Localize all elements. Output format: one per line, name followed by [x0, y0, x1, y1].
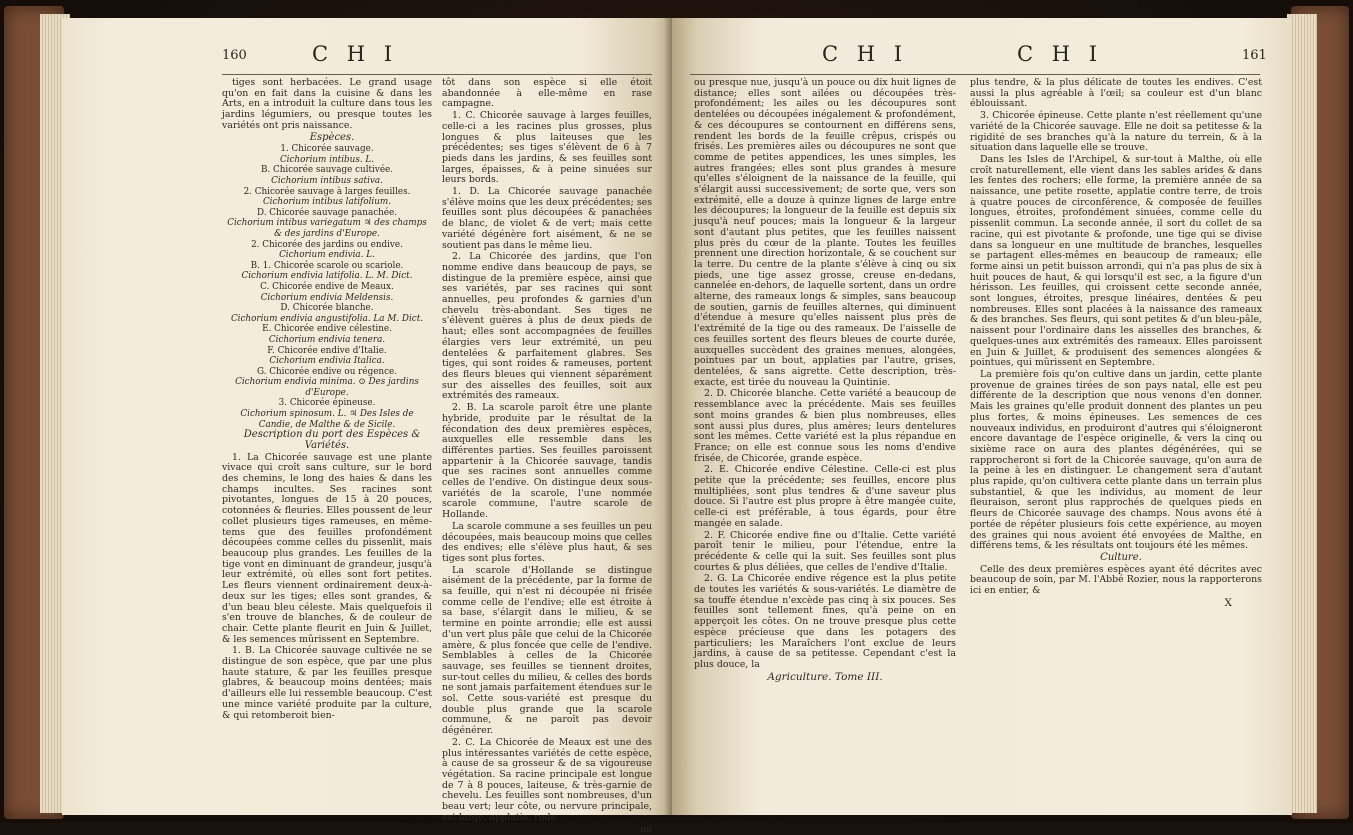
paragraph: 2. G. La Chicorée endive régence est la plus petite de toutes les variétés & sous-variétés. Le diamètre de sa touffe étendue n'excède pas cinq à six pouces. Ses feuilles sont tellement fines, qu'à peine on en apperçoit les côtes. On ne trouve presque plus cette espèce précieuse que dans les potagers des particuliers; les Maraîchers l'ont exclue de leurs jardins, à cause de sa petitesse. Cependant c'est la plus douce, la — [694, 573, 956, 670]
species-list — [222, 144, 432, 430]
page-number: 160 — [222, 48, 247, 63]
list-item: 1. Chicorée sauvage. — [280, 144, 374, 155]
head-rule — [222, 74, 652, 75]
left-column-2 — [442, 78, 652, 835]
list-item: Cichorium intibus variegatum ♃ des champs & des jardins d'Europe. — [227, 218, 427, 239]
list-item: B. Chicorée sauvage cultivée. — [260, 165, 394, 176]
list-item: Cichorium endivia tenera. — [268, 334, 386, 345]
paragraph: tôt dans son espèce si elle étoit abandonnée à elle-même en rase campagne. — [442, 77, 652, 110]
list-item: Cichorium intibus sativa. — [271, 176, 383, 186]
signature-mark: X — [1224, 596, 1232, 609]
paragraph: tiges sont herbacées. Le grand usage qu'on en fait dans la cuisine & dans les Arts, en a introduit la culture dans tous les jardins légumiers, ou presque toutes les variétés ont pris naissance. — [222, 77, 432, 131]
paragraph: La scarole d'Hollande se distingue aisément de la précédente, par la forme de sa feuille, qui n'est ni découpée ni frisée comme celle de l'endive; elle est étroite à sa base, s'élargit dans le milieu, & se termine en pointe arrondie; elle est aussi d'un vert plus pâle que celui de la Chicorée amère, & plus foncée que celle de l'endive. Semblables à celles de la Chicorée sauvage, ses feuilles se tiennent droites, sur-tout celles du milieu, & celles des bords ne sont jamais parfaitement étendues sur le sol. Cette sous-variété est presque du double plus grande que la scarole commune, & ne paroît pas devoir dégénérer. — [442, 564, 652, 737]
volume-footer: Agriculture. Tome III. — [767, 670, 883, 683]
paragraph: 2. B. La scarole paroît être une plante hybride, produite par le résultat de la fécondation des deux premières espèces, auxquelles elle ressemble dans les différentes parties. Ses feuilles paroissent appartenir à la Chicorée sauvage, tandis que ses racines sont annuelles comme celles de l'endive. On distingue deux sous-variétés de la scarole, l'une nommée scarole commune, l'autre scarole de Hollande. — [442, 402, 652, 521]
running-head: C H I — [1017, 42, 1104, 66]
list-item: Cichorium endivia Italica. — [269, 356, 385, 367]
paragraph: 3. Chicorée épineuse. Cette plante n'est réellement qu'une variété de la Chicorée sauvage. Elle ne doit sa petitesse & la rigidité de ses branches qu'à la nature du terrein, & à la situation dans laquelle elle se trouve. — [970, 110, 1262, 154]
list-item: Cichorium endivia angustifolia. La M. Dict. — [230, 313, 424, 324]
section-heading: Espèces. — [309, 131, 355, 143]
list-item: C. Chicorée endive de Meaux. — [260, 281, 394, 292]
list-item: Cichorium intibus. L. — [279, 154, 375, 165]
paragraph: La première fois qu'on cultive dans un jardin, cette plante provenue de graines tirées de son pays natal, elle est peu différente de la description que nous venons d'en donner. Mais les graines qu'elle produit donnent des plantes un peu plus fortes, & moins épineuses. Les semences de ces nouveaux individus, en produiront d'autres qui s'éloigneront encore davantage de l'espèce originelle, & vers la cinq ou sixième race on aura des plantes dégénérées, qui se rapprocheront si fort de la Chicorée sauvage, qu'on aura de la peine à les en distinguer. Le changement sera d'autant plus rapide, qu'on cultivera cette plante dans un terrain plus substantiel, & que les individus, au moment de leur fleuraison, seront plus rapprochés de quelques pieds en fleurs de Chicorée sauvage des champs. Nous avons été à portée de répéter plusieurs fois cette expérience, au moyen des graines qui nous avoient été envoyées de Malthe, en différens tems, & les résultats ont toujours été les mêmes. — [970, 368, 1262, 552]
list-item: 2. Chicorée des jardins ou endive. — [251, 239, 403, 250]
right-column-1 — [694, 78, 956, 682]
section-heading: Culture. — [1100, 551, 1142, 563]
list-item: Cichorium endivia Meldensis. — [260, 292, 394, 303]
list-item: Cichorium intibus latifolium. — [262, 197, 392, 208]
list-item: E. Chicorée endive célestine. — [262, 324, 392, 335]
paragraph: 2. D. Chicorée blanche. Cette variété a beaucoup de ressemblance avec la précédente. Mais ses feuilles sont moins grandes & bien plus nombreuses, elles sont aussi plus dures, plus amères; leurs dentelures sont les mêmes. Cette variété est la plus répandue en France; on elle est connue sous les noms d'endive frisée, de Chicorée, grande espèce. — [694, 388, 956, 464]
list-item: G. Chicorée endive ou régence. — [256, 366, 398, 377]
list-item: Cichorium spinosum. L. ♃ Des Isles de Candie, de Malthe & de Sicile. — [240, 409, 414, 430]
right-page — [672, 18, 1292, 815]
running-head: C H I — [312, 42, 399, 66]
list-item: D. Chicorée blanche. — [280, 303, 374, 314]
list-item: 2. Chicorée sauvage à larges feuilles. — [243, 186, 411, 197]
paragraph: Dans les Isles de l'Archipel, & sur-tout à Malthe, où elle croît naturellement, elle vient dans les sables arides & dans les fentes des rochers; elle forme, la première année de sa naissance, une petite rosette, applatie contre terre, de trois à quatre pouces de circonférence, & composée de feuilles longues, étroites, profondément sinuées, comme celle du pissenlit commun. La seconde année, il sort du collet de sa racine, qui est pivotante & profonde, une tige qui se divise dans sa longueur en une multitude de branches, lesquelles se partagent elles-mêmes en beaucoup de rameaux; elle forme ainsi un petit buisson arrondi, qui n'a pas plus de six à huit pouces de haut, & qui lorsqu'il est sec, a la figure d'un hérisson. Les feuilles, qui croissent cette seconde année, sont longues, étroites, presque linéaires, dentées & peu nombreuses. Elles sont placées à la naissance des rameaux & des branches. Ses fleurs, qui sont petites & d'un bleu-pâle, naissent pour l'ordinaire dans les aisselles des branches, & quelques-unes aux extrémités des rameaux. Elles paroissent en Juin & Juillet, & produisent des semences alongées & pointues, qui mûrissent en Septembre. — [970, 153, 1262, 369]
running-head: C H I — [822, 42, 909, 66]
head-rule — [690, 74, 1260, 75]
section-heading: Description du port des Espèces & Variétés. — [243, 429, 421, 451]
list-item: F. Chicorée endive d'Italie. — [267, 345, 387, 356]
left-page — [62, 18, 672, 835]
paragraph: 2. La Chicorée des jardins, que l'on nomme endive dans beaucoup de pays, se distingue de la première espèce, ainsi que ses variétés, par ses racines qui sont annuelles, peu profondes & garnies d'un chevelu très-abondant. Ses tiges ne s'élèvent guères à plus de deux pieds de haut; elles sont accompagnées de feuilles élargies vers leur extrémité, un peu dentelées & parfaitement glabres. Ses tiges, qui sont roides & rameuses, portent des fleurs bleues qui viennent séparément sur des aisselles des feuilles, soit aux extrémités des rameaux. — [442, 251, 652, 402]
list-item: 3. Chicorée épineuse. — [278, 398, 376, 409]
paragraph: ou presque nue, jusqu'à un pouce ou dix huit lignes de distance; elles sont ailées ou découpées très-profondément; les ailes ou les découpures sont dentelées ou découpées inégalement & profondément, & ces découpures se contournent en différens sens, rendent les bords de la feuille crêpus, crispés ou frisés. Les premières ailes ou découpures ne sont que comme de petites appendices, les unes simples, les autres frangées; elles sont plus grandes à mesure qu'elles s'éloignent de la naissance de la feuille, qui s'élargit aussi successivement; de sorte que, vers son extrémité, elle a douze à quinze lignes de large entre les découpures; la longueur de la feuille est depuis six jusqu'à neuf pouces; mais la longueur & la largeur sont d'autant plus petites, que les feuilles naissent plus près du cœur de la plante. Toutes les feuilles prennent une direction horizontale, & se couchent sur la terre. Du centre de la plante s'élève à cinq ou six pieds, une tige assez grosse, creuse en-dedans, cannelée en-dehors, de laquelle sortent, dans un ordre alterne, des rameaux longs & simples, sans beaucoup de soutien, garnis de feuilles alternes, qui diminuent d'étendue à mesure qu'elles naissent plus près de l'extrémité de la tige ou des rameaux. De l'aisselle de ces feuilles sortent des fleurs bleues de courte durée, auxquelles succèdent des graines menues, alongées, pointues par un bout, applaties par l'autre, grises, dentelées, & sans aigrette. Cette description, très-exacte, est tirée du nouveau la Quintinie. — [694, 77, 956, 388]
paragraph: plus tendre, & la plus délicate de toutes les endives. C'est aussi la plus agréable à l'œil; sa couleur est d'un blanc éblouissant. — [970, 77, 1262, 110]
right-column-2 — [970, 78, 1262, 608]
list-item: D. Chicorée sauvage panachée. — [256, 207, 398, 218]
paragraph: 1. D. La Chicorée sauvage panachée s'élève moins que les deux précédentes; ses feuilles sont plus découpées & panachées de blanc, de violet & de vert; mais cette variété dégénère fort aisément, & ne se soutient pas dans le même lieu. — [442, 186, 652, 251]
list-item: Cichorium endivia latifolia. L. M. Dict. — [241, 271, 413, 282]
paragraph: La scarole commune a ses feuilles un peu découpées, mais beaucoup moins que celles des endives; elle s'élève plus haut, & ses tiges sont plus fortes. — [442, 520, 652, 564]
catchword: ou — [640, 823, 652, 835]
paragraph: 2. F. Chicorée endive fine ou d'Italie. Cette variété paroît tenir le milieu, pour l'étendue, entre la précédente & celle qui la suit. Ses feuilles sont plus courtes & plus déliées, que celles de l'endive d'Italie. — [694, 529, 956, 573]
paragraph: Celle des deux premières espèces ayant été décrites avec beaucoup de soin, par M. l'Abbé Rozier, nous la rapporterons ici en entier, & — [970, 563, 1262, 597]
list-item: B. 1. Chicorée scarole ou scariole. — [250, 260, 404, 271]
paragraph: 1. C. Chicorée sauvage à larges feuilles, celle-ci a les racines plus grosses, plus longues & plus laiteuses que les précédentes; ses tiges s'élèvent de 6 à 7 pieds dans les jardins, & ses feuilles sont larges, épaisses, & à peine sinuées sur leurs bords. — [442, 110, 652, 186]
paragraph: 1. La Chicorée sauvage est une plante vivace qui croît sans culture, sur le bord des chemins, le long des haies & dans les champs incultes. Ses racines sont pivotantes, longues de 15 à 20 pouces, cotonnées & fleuries. Elles poussent de leur collet plusieurs tiges rameuses, en même-tems que des feuilles profondément découpées comme celles du pissenlit, mais beaucoup plus grandes. Les feuilles de la tige vont en diminuant de grandeur, jusqu'à leur extrémité, où elles sont fort petites. Les fleurs viennent ordinairement deux-à-deux sur les tiges; elles sont grandes, & d'un beau bleu céleste. Mais quelquefois il s'en trouve de blanches, & de couleur de chair. Cette plante fleurit en Juin & Juillet, & les semences mûrissent en Septembre. — [222, 451, 432, 645]
paragraph: 2. C. La Chicorée de Meaux est une des plus intéressantes variétés de cette espèce, à cause de sa grosseur & de sa vigoureuse végétation. Sa racine principale est longue de 7 à 8 pouces, laiteuse, & très-garnie de chevelu. Les feuilles sont nombreuses, d'un beau vert; leur côte, ou nervure principale, est large, applatie, rude — [442, 736, 652, 823]
page-number: 161 — [1242, 48, 1267, 63]
list-item: Cichorium endivia minima. ⊙ Des jardins d'Europe. — [235, 377, 419, 398]
paragraph: 1. B. La Chicorée sauvage cultivée ne se distingue de son espèce, que par une plus haute stature, & par les feuilles presque glabres, & beaucoup moins dentées; mais d'ailleurs elle lui ressemble beaucoup. C'est une mince variété produite par la culture, & qui retomberoit bien- — [222, 645, 432, 721]
paragraph: 2. E. Chicorée endive Célestine. Celle-ci est plus petite que la précédente; ses feuilles, encore plus multipliées, sont plus tendres & d'une saveur plus douce. Si l'autre est plus propre à être mangée cuite, celle-ci est préférable, à tous égards, pour être mangée en salade. — [694, 464, 956, 529]
list-item: Cichorium endivia. L. — [279, 250, 375, 261]
left-column-1 — [222, 78, 432, 722]
